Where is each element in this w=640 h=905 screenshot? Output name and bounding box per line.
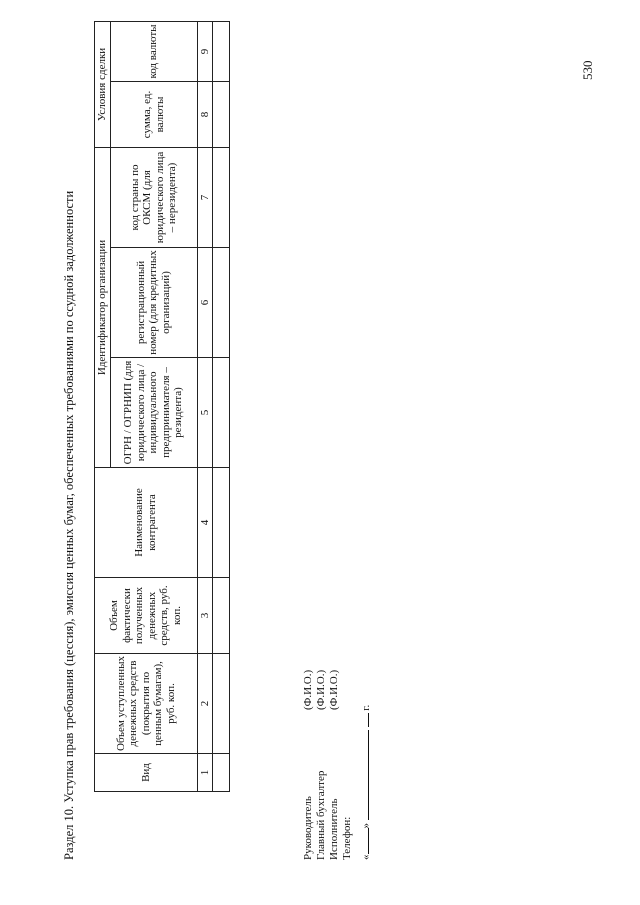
header-country-code: код страны по ОКСМ (для юридического лица – нерезидента): [110, 147, 197, 247]
table-cell: [213, 81, 230, 147]
signature-row-chief-accountant: [315, 440, 328, 860]
header-vid: Вид: [95, 754, 198, 792]
date-month-blank: [358, 730, 369, 820]
rotated-page-content: [62, 20, 637, 860]
date-quote-close: »: [360, 823, 372, 829]
signature-label: Руководитель: [302, 796, 314, 860]
date-year-suffix: г.: [360, 704, 372, 711]
header-organization-identifier: Идентификатор организации: [95, 147, 111, 467]
date-quote-open: «: [360, 854, 372, 860]
section-title: Раздел 10. Уступка прав требования (цессия), эмиссия ценных бумаг, обеспеченных требованиями по ссудной задолженности: [62, 190, 76, 860]
signature-fio: (Ф.И.О.): [328, 669, 340, 710]
table-cell: [213, 358, 230, 468]
table-row: [213, 21, 230, 791]
phone-row: [341, 440, 354, 860]
column-number: 1: [197, 754, 213, 792]
table-cell: [213, 578, 230, 654]
table-cell: [213, 754, 230, 792]
signature-row-director: [302, 440, 315, 860]
header-volume-received: Объем фактически полученных денежных средств, руб. коп.: [95, 578, 198, 654]
header-amount: сумма, ед. валюты: [110, 81, 197, 147]
header-deal-terms: Условия сделки: [95, 21, 111, 147]
column-number: 7: [197, 147, 213, 247]
header-volume-assigned: Объем уступленных денежных средств (покрытия по ценным бумагам), руб. коп.: [95, 654, 198, 754]
header-ogrn: ОГРН / ОГРНИП (для юридического лица / индивидуального предпринимателя – резидента): [110, 358, 197, 468]
table-cell: [213, 147, 230, 247]
signature-block: [302, 440, 373, 860]
header-registration-number: регистрационный номер (для кредитных организаций): [110, 248, 197, 358]
column-number: 3: [197, 578, 213, 654]
page-number: 530: [580, 60, 595, 80]
signature-fio: (Ф.И.О.): [315, 669, 327, 710]
header-counterparty-name: Наименование контрагента: [95, 468, 198, 578]
header-currency-code: код валюты: [110, 21, 197, 81]
signature-row-executor: [328, 440, 341, 860]
signature-label: Главный бухгалтер: [315, 770, 327, 860]
table-cell: [213, 654, 230, 754]
column-number: 9: [197, 21, 213, 81]
column-number: 2: [197, 654, 213, 754]
column-number: 6: [197, 248, 213, 358]
column-number: 8: [197, 81, 213, 147]
column-number: 5: [197, 358, 213, 468]
table-cell: [213, 468, 230, 578]
phone-label: Телефон:: [341, 816, 353, 860]
signature-fio: (Ф.И.О.): [302, 669, 314, 710]
date-day-blank: [358, 829, 369, 855]
table-cell: [213, 248, 230, 358]
signature-label: Исполнитель: [328, 798, 340, 860]
date-line: [358, 440, 373, 860]
column-number-row: [197, 21, 213, 791]
table-cell: [213, 21, 230, 81]
section-table: [94, 21, 230, 792]
column-number: 4: [197, 468, 213, 578]
date-year-blank: [358, 714, 369, 728]
